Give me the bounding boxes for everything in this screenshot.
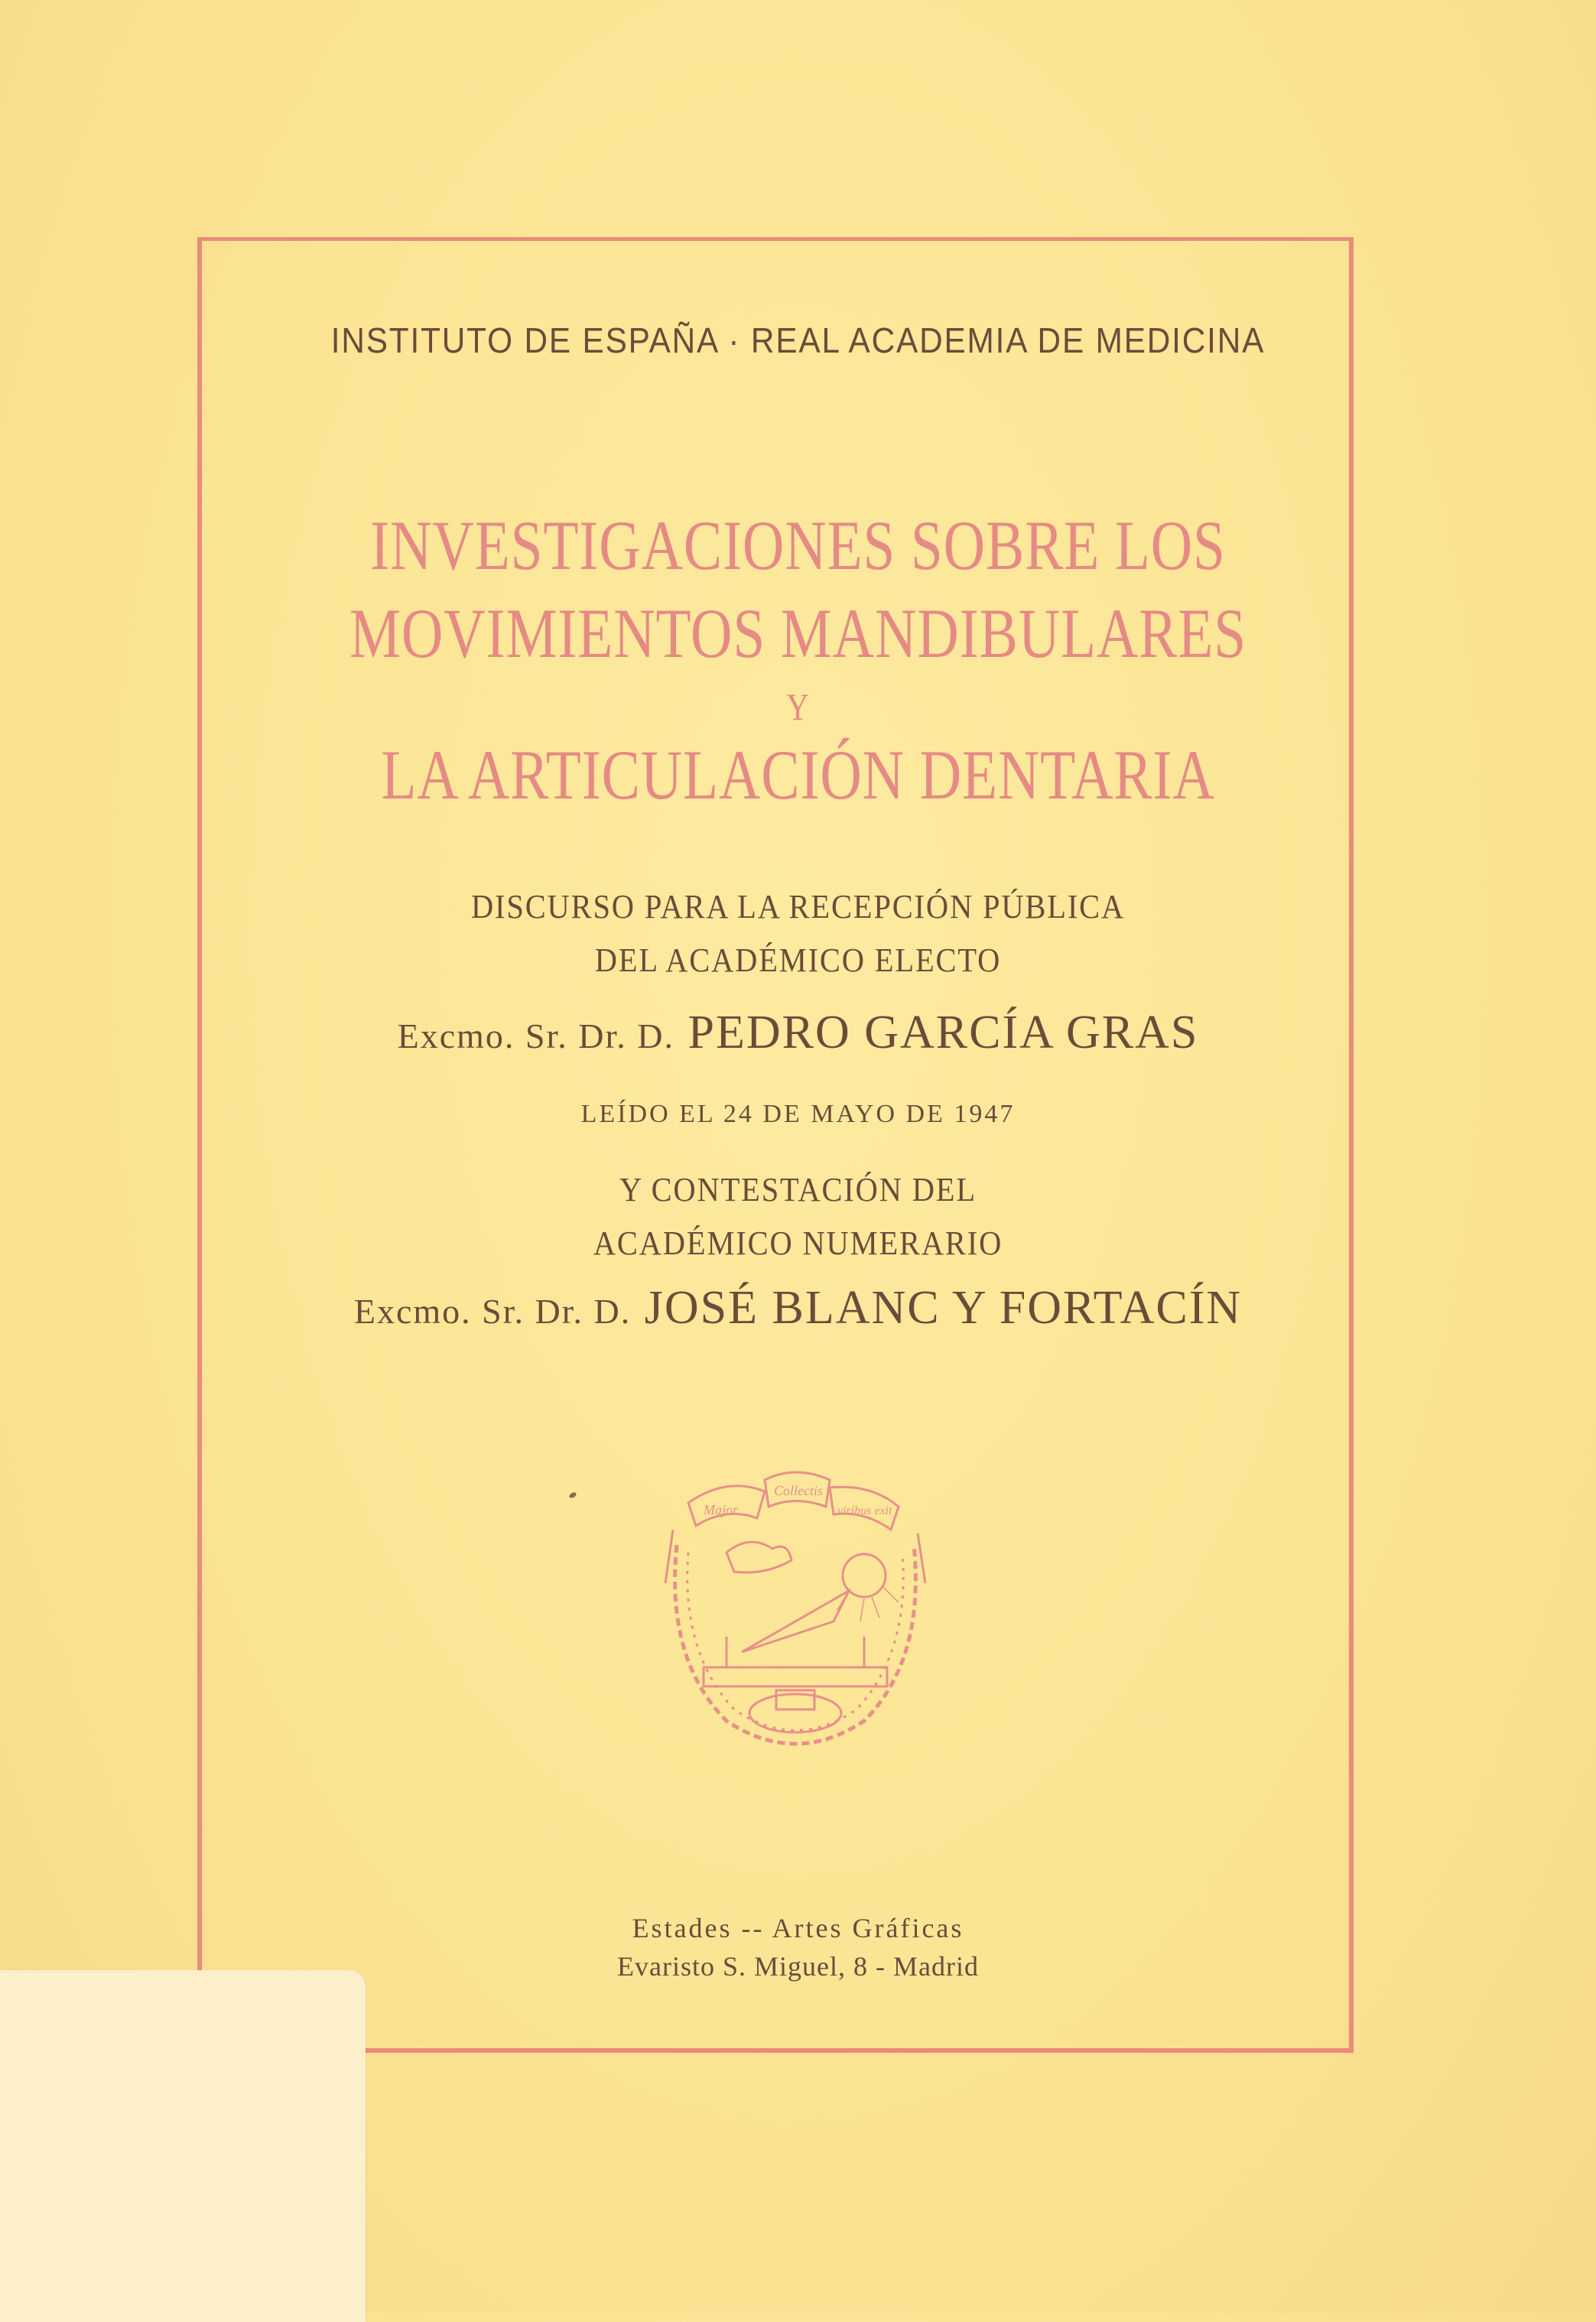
discourse-line-1: DISCURSO PARA LA RECEPCIÓN PÚBLICA bbox=[470, 888, 1126, 925]
author-elect-name: PEDRO GARCÍA GRAS bbox=[687, 1007, 1199, 1059]
printer-address: Evaristo S. Miguel, 8 - Madrid bbox=[617, 1951, 979, 1982]
reply-line-1: Y CONTESTACIÓN DEL bbox=[619, 1171, 977, 1208]
reading-date: LEÍDO EL 24 DE MAYO DE 1947 bbox=[580, 1100, 1016, 1128]
svg-text:Major: Major bbox=[704, 1502, 738, 1517]
author-elect bbox=[0, 1006, 1596, 1060]
reply-author bbox=[0, 1281, 1596, 1335]
svg-text:Collectis: Collectis bbox=[774, 1483, 823, 1498]
title-line-3: LA ARTICULACIÓN DENTARIA bbox=[381, 736, 1215, 814]
institute-header: INSTITUTO DE ESPAÑA · REAL ACADEMIA DE MEDICINA bbox=[330, 320, 1266, 360]
reply-author-prefix: Excmo. Sr. Dr. D. bbox=[353, 1292, 632, 1331]
printer-name: Estades -- Artes Gráficas bbox=[632, 1913, 964, 1943]
discourse-line-2: DEL ACADÉMICO ELECTO bbox=[594, 941, 1002, 979]
academy-coat-of-arms-icon bbox=[642, 1461, 948, 1774]
reply-author-name: JOSÉ BLANC Y FORTACÍN bbox=[644, 1282, 1243, 1334]
reply-line-2: ACADÉMICO NUMERARIO bbox=[593, 1224, 1003, 1262]
title-conjunction: Y bbox=[786, 685, 810, 728]
library-label-sticker bbox=[0, 1970, 366, 2322]
svg-text:viribus exit: viribus exit bbox=[837, 1504, 892, 1517]
title-line-1: INVESTIGACIONES SOBRE LOS bbox=[370, 506, 1226, 584]
title-line-2: MOVIMIENTOS MANDIBULARES bbox=[349, 594, 1247, 672]
author-elect-prefix: Excmo. Sr. Dr. D. bbox=[397, 1016, 674, 1055]
